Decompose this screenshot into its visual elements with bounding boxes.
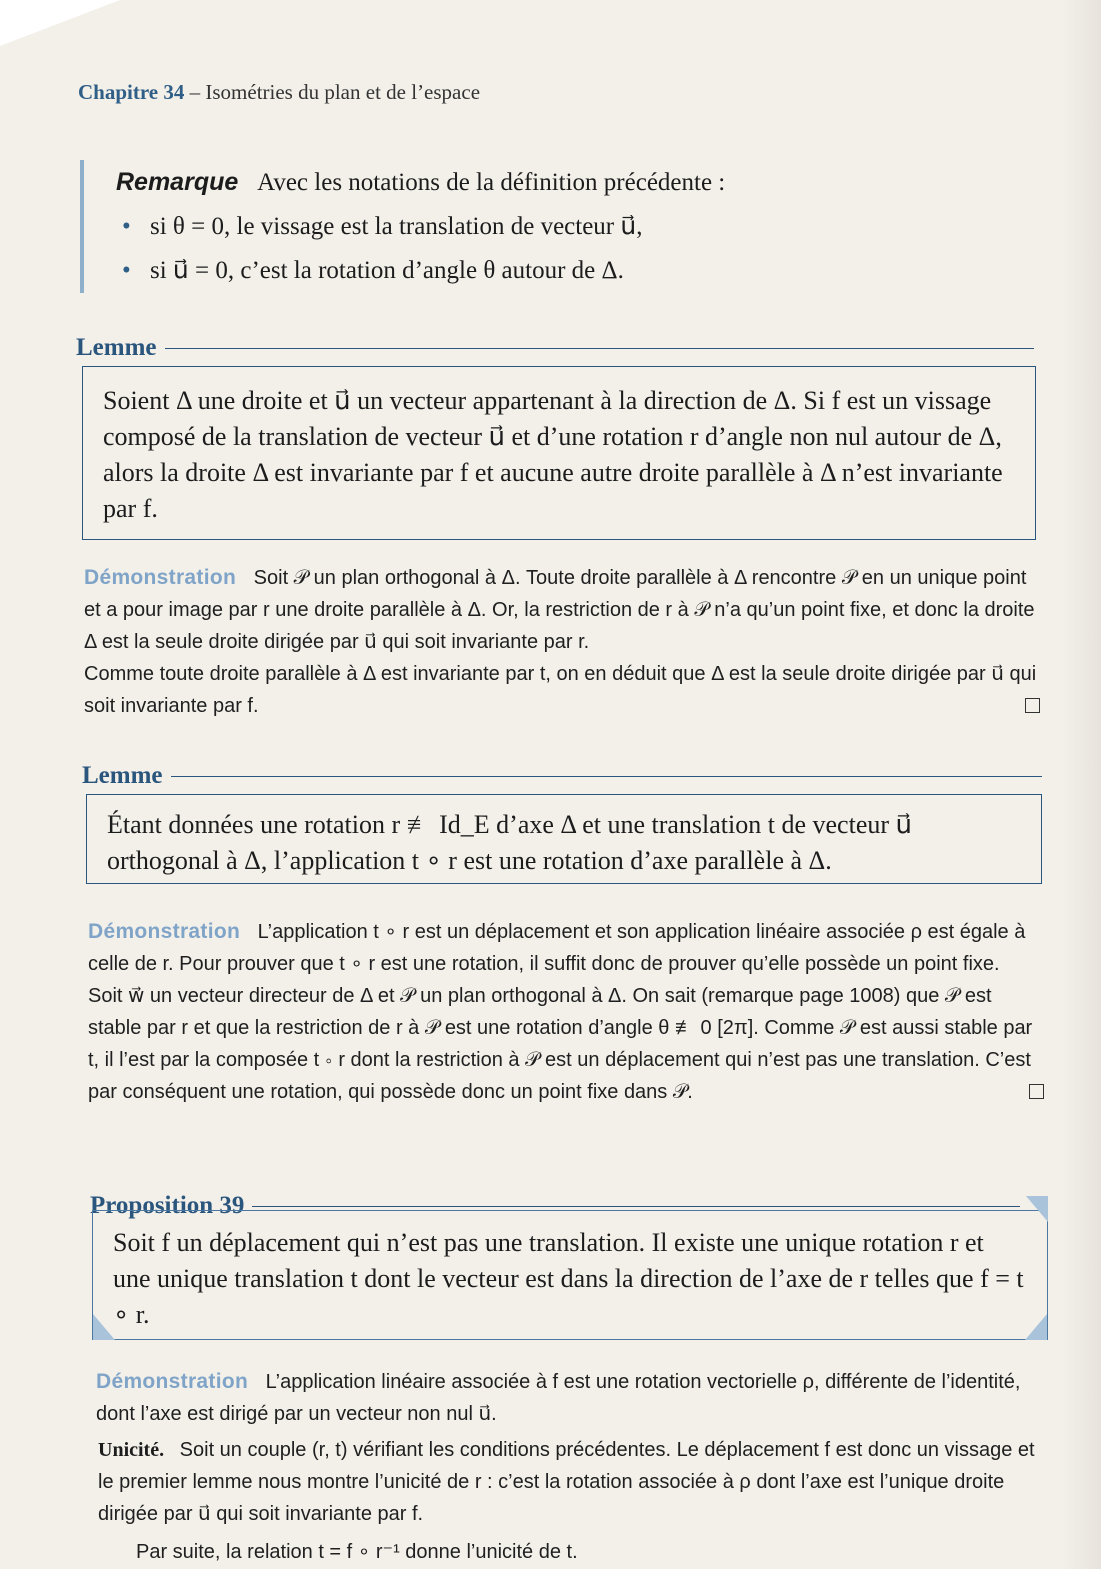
demo3-block bbox=[96, 1366, 1052, 1430]
demo1-text: Soit 𝒫 un plan orthogonal à Δ. Toute droite parallèle à Δ rencontre 𝒫 en un unique point et a pour image par r une droite parallèle à Δ. Or, la restriction de r à 𝒫 n’a qu’un point fixe, et donc la droite Δ est la seule droite dirigée par u⃗ qui soit invariante par r. bbox=[84, 567, 1035, 653]
remark-block bbox=[80, 160, 1076, 293]
unicite-block bbox=[98, 1434, 1054, 1568]
demo2-title: Démonstration bbox=[88, 920, 241, 943]
remark-intro: Avec les notations de la définition précédente : bbox=[257, 169, 726, 196]
demo2-block bbox=[88, 916, 1044, 1108]
unicite-text2: Par suite, la relation t = f ∘ r⁻¹ donne l’unicité de t. bbox=[136, 1541, 578, 1563]
demo1-block bbox=[84, 562, 1040, 722]
heading-rule bbox=[165, 348, 1034, 349]
remark-item: • si u⃗ = 0, c’est la rotation d’angle θ autour de Δ. bbox=[116, 249, 1076, 293]
corner-triangle-icon bbox=[1025, 1314, 1047, 1340]
page-corner bbox=[0, 0, 120, 46]
prop39-box bbox=[92, 1210, 1048, 1340]
demo1-text2: Comme toute droite parallèle à Δ est invariante par t, on en déduit que Δ est la seule droite dirigée par u⃗ qui soit invariante par f. bbox=[84, 663, 1037, 717]
chapter-label: Chapitre 34 bbox=[78, 80, 185, 104]
remark-item: • si θ = 0, le vissage est la translation de vecteur u⃗, bbox=[116, 205, 1076, 249]
demo2-text: L’application t ∘ r est un déplacement et son application linéaire associée ρ est égale à celle de r. Pour prouver que t ∘ r est une rotation, il suffit donc de prouver qu’elle possède un point fixe. bbox=[88, 921, 1026, 975]
chapter-title: – Isométries du plan et de l’espace bbox=[189, 80, 481, 104]
demo3-title: Démonstration bbox=[96, 1370, 249, 1393]
running-header bbox=[78, 80, 480, 105]
qed-square-icon bbox=[1025, 698, 1040, 713]
heading-rule bbox=[171, 776, 1042, 777]
prop39-statement: Soit f un déplacement qui n’est pas une translation. Il existe une unique rotation r et une unique translation t dont le vecteur est dans la direction de l’axe de r telles que f = t ∘ r. bbox=[113, 1228, 1024, 1329]
qed-square-icon bbox=[1029, 1084, 1044, 1099]
lemma1-heading bbox=[76, 334, 1034, 362]
lemma1-statement: Soient Δ une droite et u⃗ un vecteur appartenant à la direction de Δ. Si f est un vissage composé de la translation de vecteur u⃗ et d’une rotation r d’angle non nul autour de Δ, alors la droite Δ est invariante par f et aucune autre droite parallèle à Δ n’est invariante par f. bbox=[103, 386, 1003, 523]
unicite-text: Soit un couple (r, t) vérifiant les conditions précédentes. Le déplacement f est donc un vissage et le premier lemme nous montre l’unicité de r : c’est la rotation associée à ρ dont l’axe est l’unique droite dirigée par u⃗ qui soit invariante par f. bbox=[98, 1439, 1035, 1525]
demo2-text2-line bbox=[88, 980, 1044, 1108]
unicite-title: Unicité. bbox=[98, 1439, 165, 1461]
demo3-text: L’application linéaire associée à f est une rotation vectorielle ρ, différente de l’identité, dont l’axe est dirigé par un vecteur non nul u⃗. bbox=[96, 1371, 1021, 1425]
prop39-title: Proposition 39 bbox=[90, 1192, 245, 1219]
lemma1-title: Lemme bbox=[76, 334, 157, 361]
lemma1-box bbox=[82, 366, 1036, 540]
lemma2-title: Lemme bbox=[82, 762, 163, 789]
corner-triangle-icon bbox=[93, 1314, 115, 1340]
demo1-title: Démonstration bbox=[84, 566, 237, 589]
corner-triangle-icon bbox=[1026, 1196, 1048, 1222]
remark-list bbox=[116, 205, 1076, 293]
lemma2-heading bbox=[82, 762, 1042, 790]
lemma2-box bbox=[86, 794, 1042, 884]
demo2-text2: Soit w⃗ un vecteur directeur de Δ et 𝒫 un plan orthogonal à Δ. On sait (remarque page 1008) que 𝒫 est stable par r et que la restriction de r à 𝒫 est une rotation d’angle θ ≢ 0 [2π]. Comme 𝒫 est aussi stable par t, il l’est par la composée t ∘ r dont la restriction à 𝒫 est un déplacement qui n’est pas une translation. C’est par conséquent une rotation, qui possède donc un point fixe dans 𝒫. bbox=[88, 985, 1033, 1103]
demo1-text2-line bbox=[84, 658, 1040, 722]
heading-rule bbox=[252, 1206, 1020, 1207]
remark-title: Remarque bbox=[116, 168, 239, 196]
lemma2-statement: Étant données une rotation r ≢ Id_E d’axe Δ et une translation t de vecteur u⃗ orthogonal à Δ, l’application t ∘ r est une rotation d’axe parallèle à Δ. bbox=[107, 810, 912, 875]
